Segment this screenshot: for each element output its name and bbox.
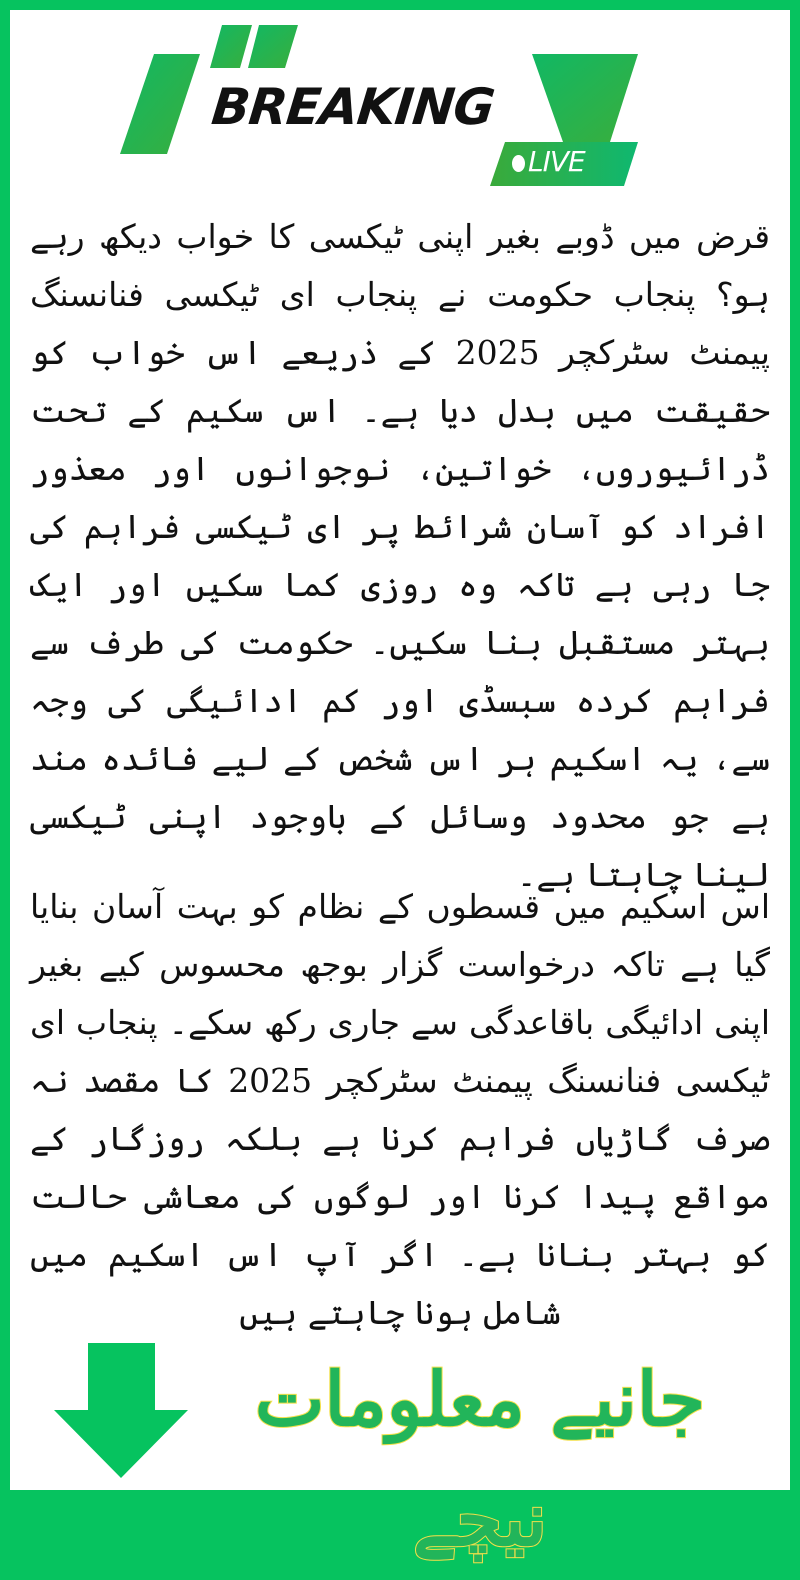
article-paragraph-2: اس اسکیم میں قسطوں کے نظام کو بہت آسان بنایا گیا ہے تاکہ درخواست گزار بوجھ محسوس کیے بغیر اپنی ادائیگی باقاعدگی سے جاری رکھ سکے۔ پنجاب ای ٹیکسی فنانسنگ پیمنٹ سٹرکچر 2025 کا مقصد نہ صرف گاڑیاں فراہم کرنا ہے بلکہ روزگار کے مواقع پیدا کرنا اور لوگوں کی معاشی حالت کو بہتر بنانا ہے۔ اگر آپ اس اسکیم میں شامل ہونا چاہتے ہیں <box>30 887 770 1332</box>
article-paragraph-1: قرض میں ڈوبے بغیر اپنی ٹیکسی کا خواب دیکھ رہے ہو؟ پنجاب حکومت نے پنجاب ای ٹیکسی فنانسنگ پیمنٹ سٹرکچر 2025 کے ذریعے اس خواب کو حقیقت میں بدل دیا ہے۔ اس سکیم کے تحت ڈرائیوروں، خواتین، نوجوانوں اور معذور افراد کو آسان شرائط پر ای ٹیکسی فراہم کی جا رہی ہے تاکہ وہ روزی کما سکیں اور ایک بہتر مستقبل بنا سکیں۔ حکومت کی طرف سے فراہم کردہ سبسڈی اور کم ادائیگی کی وجہ سے، یہ اسکیم ہر اس شخص کے لیے فائدہ مند ہے جو محدود وسائل کے باوجود اپنی ٹیکسی لینا چاہتا ہے۔ <box>30 217 770 894</box>
live-label: LIVE <box>528 145 585 178</box>
read-more-below-link[interactable]: جانیے معلومات نیچے <box>254 1357 706 1563</box>
live-dot-icon <box>512 155 525 172</box>
breaking-label: BREAKING <box>208 78 497 136</box>
